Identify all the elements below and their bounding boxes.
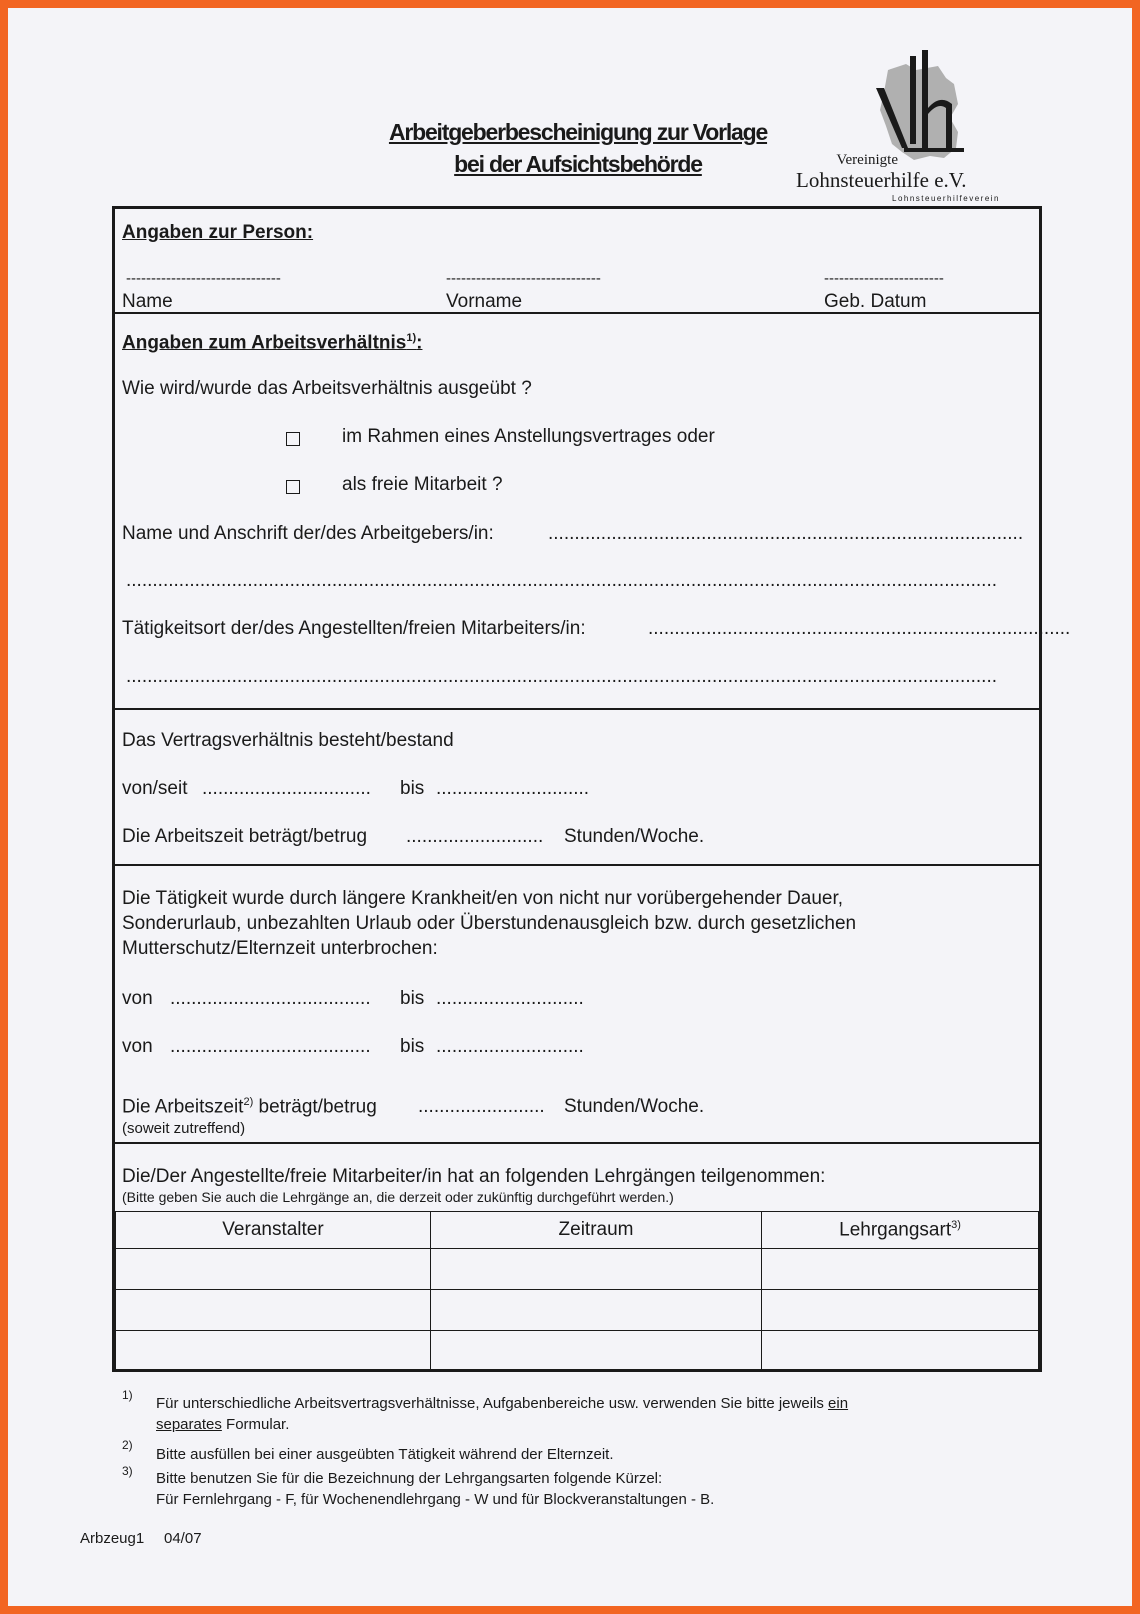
- title-line-2: bei der Aufsichtsbehörde: [454, 151, 702, 177]
- ort-label: Tätigkeitsort der/des Angestellten/freien Mitarbeiters/in:: [122, 618, 586, 639]
- bis-label-2: bis: [400, 1036, 425, 1057]
- table-cell[interactable]: [116, 1331, 431, 1372]
- soweit-zutreffend: (soweit zutreffend): [122, 1120, 246, 1137]
- table-cell[interactable]: [431, 1249, 762, 1290]
- arbeit-heading: Angaben zum Arbeitsverhältnis$^{1)}$:: [122, 332, 423, 354]
- stunden-woche-label-2: Stunden/Woche.: [564, 1096, 705, 1117]
- footnote-1: Für unterschiedliche Arbeitsvertragsverhältnisse, Aufgabenbereiche usw. verwenden Sie bitte jeweils ein separates Formular.: [156, 1395, 849, 1433]
- title-line-1: Arbeitgeberbescheinigung zur Vorlage: [388, 119, 768, 145]
- ort-dots[interactable]: ................................................................................: [648, 618, 1071, 639]
- table-cell[interactable]: [762, 1249, 1039, 1290]
- footnote-1-number: 1): [122, 1388, 133, 1402]
- checkbox-freie-mitarbeit[interactable]: [286, 480, 300, 494]
- arbeitszeit-dots-2[interactable]: ........................: [418, 1096, 545, 1117]
- name-label: Name: [122, 291, 173, 312]
- von-seit-dots[interactable]: ................................: [202, 778, 371, 799]
- lehrgaenge-table: [115, 1211, 1039, 1372]
- table-row: [116, 1331, 1039, 1372]
- form-date: 04/07: [164, 1530, 202, 1547]
- von-label-1: von: [122, 988, 153, 1009]
- geb-dashes: ------------------------: [824, 270, 944, 287]
- arbeitszeit-dots[interactable]: ..........................: [406, 826, 544, 847]
- arbeitszeit-label-2: Die Arbeitszeit$^{2)}$ beträgt/betrug: [122, 1096, 377, 1118]
- table-cell[interactable]: [116, 1290, 431, 1331]
- logo-text-1: Vereinigte: [836, 152, 898, 168]
- vorname-label: Vorname: [446, 291, 523, 312]
- divider: [112, 1142, 1042, 1144]
- footnote-2: Bitte ausfüllen bei einer ausgeübten Tätigkeit während der Elternzeit.: [156, 1446, 614, 1463]
- col-veranstalter: Veranstalter: [116, 1212, 431, 1249]
- unterbrechung-text-1: Die Tätigkeit wurde durch längere Krankheit/en von nicht nur vorübergehender Dauer,: [122, 888, 844, 909]
- col-lehrgangsart: Lehrgangsart$^{3)}$: [762, 1212, 1039, 1249]
- vertrag-heading: Das Vertragsverhältnis besteht/bestand: [122, 730, 454, 751]
- table-row: [116, 1290, 1039, 1331]
- von-seit-label: von/seit: [122, 778, 188, 799]
- table-cell[interactable]: [116, 1249, 431, 1290]
- footnote-3-number: 3): [122, 1464, 133, 1478]
- ort-dots-line2[interactable]: .....................................................................................................................................................................: [126, 666, 998, 687]
- von-dots-2[interactable]: ......................................: [170, 1036, 371, 1057]
- table-cell[interactable]: [431, 1290, 762, 1331]
- name-dashes: -------------------------------: [126, 270, 281, 287]
- lehrgaenge-note: (Bitte geben Sie auch die Lehrgänge an, die derzeit oder zukünftig durchgeführt werden.): [122, 1189, 674, 1205]
- geb-datum-label: Geb. Datum: [824, 291, 927, 312]
- unterbrechung-text-3: Mutterschutz/Elternzeit unterbrochen:: [122, 938, 438, 959]
- person-heading: Angaben zur Person:: [122, 222, 314, 243]
- bis-label: bis: [400, 778, 425, 799]
- option-anstellungsvertrag: im Rahmen eines Anstellungsvertrages oder: [342, 426, 715, 447]
- bis-label-1: bis: [400, 988, 425, 1009]
- employer-dots-line2[interactable]: .....................................................................................................................................................................: [126, 570, 998, 591]
- vorname-dashes: -------------------------------: [446, 270, 601, 287]
- arbeit-question: Wie wird/wurde das Arbeitsverhältnis ausgeübt ?: [122, 378, 532, 399]
- bis-dots-2[interactable]: ............................: [436, 1036, 584, 1057]
- employer-dots[interactable]: ..........................................................................................: [548, 523, 1024, 544]
- logo-text-3: Lohnsteuerhilfeverein: [892, 194, 1000, 203]
- col-zeitraum: Zeitraum: [431, 1212, 762, 1249]
- divider: [112, 864, 1042, 866]
- unterbrechung-text-2: Sonderurlaub, unbezahlten Urlaub oder Überstundenausgleich bzw. durch gesetzlichen: [122, 913, 857, 934]
- von-label-2: von: [122, 1036, 153, 1057]
- checkbox-anstellungsvertrag[interactable]: [286, 432, 300, 446]
- table-cell[interactable]: [431, 1331, 762, 1372]
- table-header-row: [116, 1212, 1039, 1249]
- logo: [796, 48, 1038, 208]
- footnote-3-line-1: Bitte benutzen Sie für die Bezeichnung der Lehrgangsarten folgende Kürzel:: [156, 1470, 663, 1487]
- von-dots-1[interactable]: ......................................: [170, 988, 371, 1009]
- form-code: Arbzeug1: [80, 1530, 145, 1547]
- divider: [112, 708, 1042, 710]
- employer-label: Name und Anschrift der/des Arbeitgebers/in:: [122, 523, 494, 544]
- logo-text-2: Lohnsteuerhilfe e.V.: [796, 168, 967, 192]
- table-cell[interactable]: [762, 1290, 1039, 1331]
- lehrgaenge-text: Die/Der Angestellte/freie Mitarbeiter/in hat an folgenden Lehrgängen teilgenommen:: [122, 1166, 826, 1187]
- bis-dots[interactable]: .............................: [436, 778, 590, 799]
- footnote-2-number: 2): [122, 1438, 133, 1452]
- option-freie-mitarbeit: als freie Mitarbeit ?: [342, 474, 503, 495]
- stunden-woche-label: Stunden/Woche.: [564, 826, 705, 847]
- table-cell[interactable]: [762, 1331, 1039, 1372]
- bis-dots-1[interactable]: ............................: [436, 988, 584, 1009]
- footnote-3-line-2: Für Fernlehrgang - F, für Wochenendlehrgang - W und für Blockveranstaltungen - B.: [156, 1491, 715, 1508]
- table-row: [116, 1249, 1039, 1290]
- arbeitszeit-label: Die Arbeitszeit beträgt/betrug: [122, 826, 368, 847]
